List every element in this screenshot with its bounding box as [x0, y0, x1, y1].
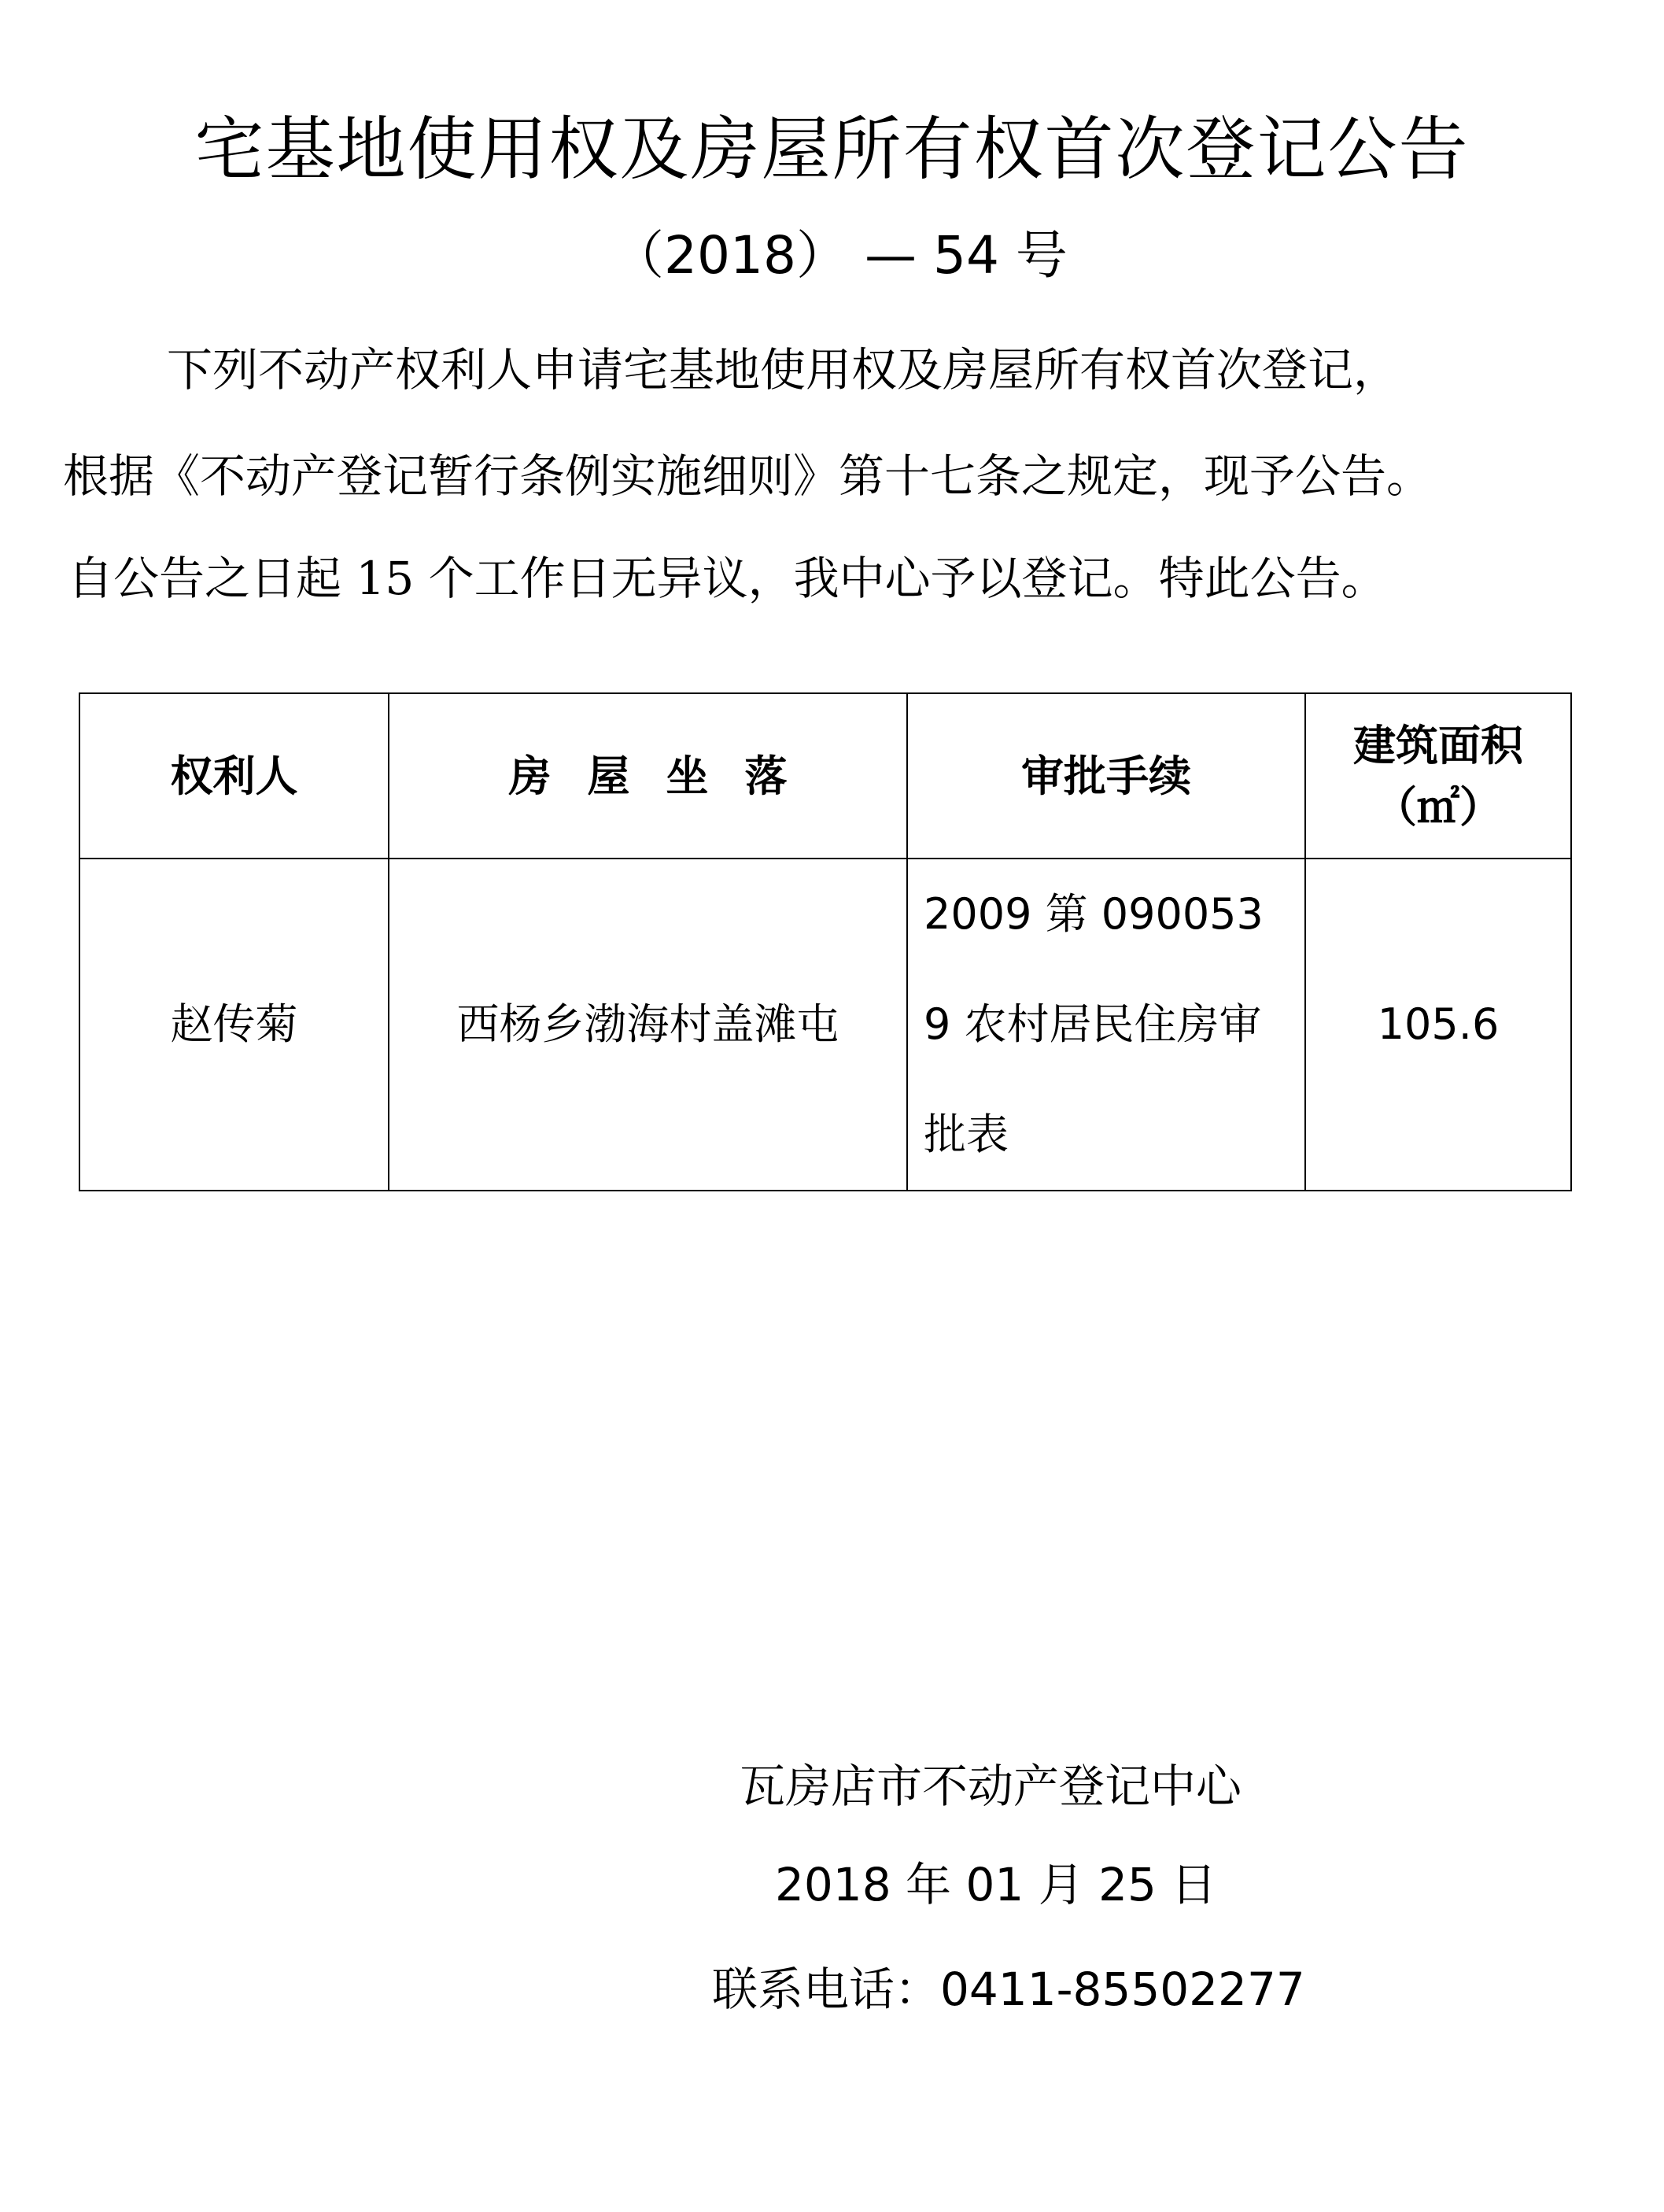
notice-paragraph-line-1: 下列不动产权利人申请宅基地使用权及房屋所有权首次登记，: [167, 343, 1400, 397]
header-area-unit: （㎡）: [1374, 781, 1502, 832]
header-location-label: 房屋坐落: [508, 751, 824, 801]
table-header-row: [79, 693, 1571, 859]
issue-date: 2018 年 01 月 25 日: [775, 1858, 1217, 1911]
registration-table: [79, 692, 1572, 1191]
header-location: [389, 693, 907, 859]
issuing-organization: 瓦房店市不动产登记中心: [740, 1760, 1242, 1813]
notice-paragraph-line-3: 自公告之日起 15 个工作日无异议，我中心予以登记。特此公告。: [68, 552, 1387, 605]
cell-location: 西杨乡渤海村盖滩屯: [389, 859, 907, 1191]
cell-holder: 赵传菊: [79, 859, 389, 1191]
cell-approval: 2009 第 0900539 农村居民住房审批表: [907, 859, 1305, 1191]
header-area: [1305, 693, 1571, 859]
notice-paragraph-line-2: 根据《不动产登记暂行条例实施细则》第十七条之规定，现予公告。: [63, 449, 1433, 503]
table-row: [79, 859, 1571, 1191]
header-holder: 权利人: [79, 693, 389, 859]
notice-number: （2018） — 54 号: [612, 225, 1068, 286]
header-area-label: 建筑面积: [1353, 720, 1523, 770]
contact-phone: 联系电话：0411-85502277: [712, 1963, 1305, 2016]
cell-area: 105.6: [1305, 859, 1571, 1191]
header-approval: 审批手续: [907, 693, 1305, 859]
notice-title: 宅基地使用权及房屋所有权首次登记公告: [194, 109, 1470, 190]
